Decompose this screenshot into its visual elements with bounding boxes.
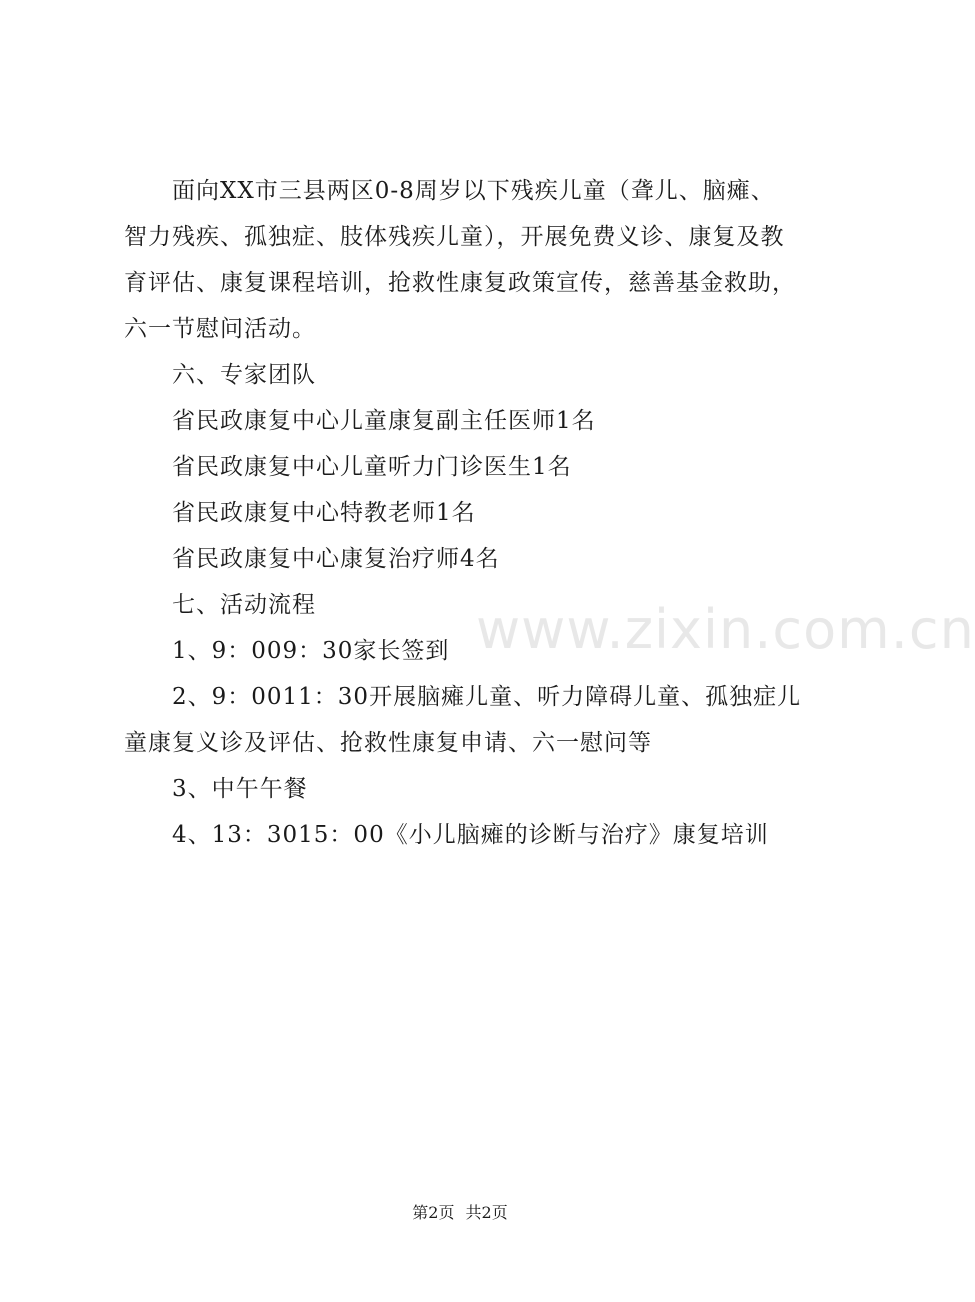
page-footer [0,1200,920,1223]
document-body [124,168,800,858]
process-step: 2、9：0011：30开展脑瘫儿童、听力障碍儿童、孤独症儿 [172,684,802,710]
watermark: www.zixin.com.cn [476,598,975,661]
section-heading-experts: 六、专家团队 [172,362,316,388]
section-heading-process: 七、活动流程 [172,592,316,618]
process-step: 4、13：3015：00《小儿脑瘫的诊断与治疗》康复培训 [172,822,769,848]
process-step: 3、中午午餐 [172,776,308,802]
page-number: 第2页 [412,1203,455,1222]
expert-item: 省民政康复中心儿童康复副主任医师1名 [172,408,596,434]
process-step: 1、9：009：30家长签到 [172,638,450,664]
expert-item: 省民政康复中心康复治疗师4名 [172,546,500,572]
paragraph-line: 智力残疾、孤独症、肢体残疾儿童），开展免费义诊、康复及教 [124,224,785,250]
paragraph-line: 六一节慰问活动。 [124,316,316,342]
expert-item: 省民政康复中心特教老师1名 [172,500,476,526]
process-step-continuation: 童康复义诊及评估、抢救性康复申请、六一慰问等 [124,730,652,756]
paragraph-line: 育评估、康复课程培训，抢救性康复政策宣传，慈善基金救助， [124,270,796,296]
page-total: 共2页 [465,1203,508,1222]
paragraph-line: 面向XX市三县两区0-8周岁以下残疾儿童（聋儿、脑瘫、 [172,178,775,204]
expert-item: 省民政康复中心儿童听力门诊医生1名 [172,454,572,480]
